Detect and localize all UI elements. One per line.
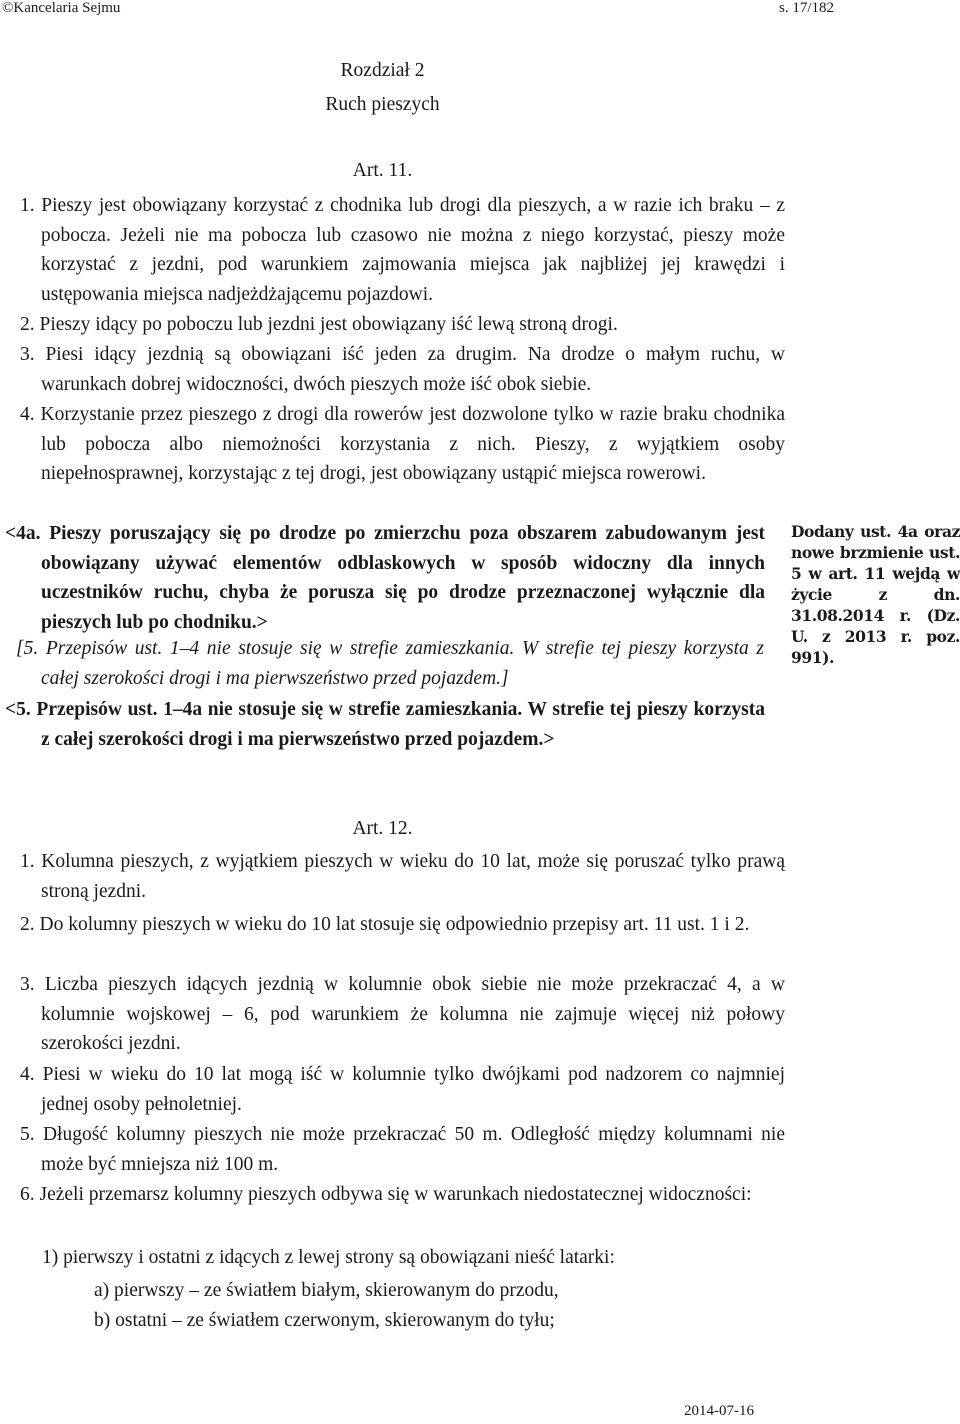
art11-p5old-text: Przepisów ust. 1–4 nie stosuje się w strefie zamieszkania. W strefie tej pieszy korzysta z całej szerokości drogi i ma pierwszeństwo przed pojazdem.] [41,638,764,689]
footer-date: 2014-07-16 [684,1403,754,1419]
art12-paragraph-1 [20,847,785,906]
art11-p4a-number: <4a. [5,523,41,544]
art12-paragraph-4 [20,1060,785,1119]
article-11-heading: Art. 11. [352,160,413,181]
art11-paragraph-3 [20,340,785,399]
art12-p2-text: Do kolumny pieszych w wieku do 10 lat stosuje się odpowiednio przepisy art. 11 ust. 1 i 2. [39,914,750,935]
art12-paragraph-3 [20,970,785,1059]
art12-p4-text: Piesi w wieku do 10 lat mogą iść w kolumnie tylko dwójkami pod nadzorem co najmniej jednej osoby pełnoletniej. [41,1064,786,1115]
art11-paragraph-5-new [5,695,765,754]
art12-p1-text: Kolumna pieszych, z wyjątkiem pieszych w wieku do 10 lat, może się poruszać tylko prawą stroną jezdni. [41,851,786,902]
art12-p6-text: Jeżeli przemarsz kolumny pieszych odbywa się w warunkach niedostatecznej widoczności: [39,1184,752,1205]
art12-p3-text: Liczba pieszych idących jezdnią w kolumnie obok siebie nie może przekraczać 4, a w kolumnie wojskowej – 6, pod warunkiem że kolumna nie zajmuje więcej niż połowy szerokości jezdni. [41,974,785,1054]
art12-p2-number: 2. [20,914,35,935]
art12-paragraph-2 [20,910,785,940]
art11-p3-number: 3. [20,344,35,365]
art12-paragraph-5 [20,1120,785,1179]
art12-paragraph-6 [20,1180,785,1210]
art12-p1-number: 1. [20,851,35,872]
margin-note: Dodany ust. 4a oraz nowe brzmienie ust. 5 w art. 11 wejdą w życie z dn. 31.08.2014 r. (Dz. U. z 2013 r. poz. 991). [791,522,960,667]
art12-p6-number: 6. [20,1184,35,1205]
art12-p6-point-1b: b) ostatni – ze światłem czerwonym, skierowanym do tyłu; [94,1310,555,1331]
art11-p2-number: 2. [20,314,35,335]
article-12-heading: Art. 12. [352,818,413,839]
chapter-subtitle: Ruch pieszych [325,94,440,115]
art12-p6-point-1a: a) pierwszy – ze światłem białym, skierowanym do przodu, [94,1280,559,1301]
art11-p5new-number: <5. [5,699,31,720]
art11-p1-text: Pieszy jest obowiązany korzystać z chodnika lub drogi dla pieszych, a w razie ich braku – z pobocza. Jeżeli nie ma pobocza lub czasowo nie można z niego korzystać, pieszy może korzystać z jezdni, pod warunkiem zajmowania miejsca jak najbliżej jej krawędzi i ustępowania miejsca nadjeżdżającemu pojazdowi. [41,195,785,305]
art11-paragraph-4a [5,519,765,637]
art11-p5new-text: Przepisów ust. 1–4a nie stosuje się w strefie zamieszkania. W strefie tej pieszy korzysta z całej szerokości drogi i ma pierwszeństwo przed pojazdem.> [36,699,766,750]
art12-p3-number: 3. [20,974,35,995]
art11-p3-text: Piesi idący jezdnią są obowiązani iść jeden za drugim. Na drodze o małym ruchu, w warunkach dobrej widoczności, dwóch pieszych może iść obok siebie. [41,344,785,395]
art11-paragraph-1 [20,191,785,309]
art11-paragraph-5-old [16,634,764,693]
art11-p2-text: Pieszy idący po poboczu lub jezdni jest obowiązany iść lewą stroną drogi. [39,314,618,335]
art11-p5old-number: [5. [16,638,39,659]
art12-p6-point-1: 1) pierwszy i ostatni z idących z lewej strony są obowiązani nieść latarki: [42,1247,615,1268]
art11-p1-number: 1. [20,195,35,216]
art11-p4-number: 4. [20,404,35,425]
art11-p4-text: Korzystanie przez pieszego z drogi dla rowerów jest dozwolone tylko w razie braku chodnika lub pobocza albo niemożności korzystania z nich. Pieszy, z wyjątkiem osoby niepełnosprawnej, korzystając z tej drogi, jest obowiązany ustąpić miejsca rowerowi. [40,404,785,484]
header-source-link[interactable]: ©Kancelaria Sejmu [2,0,121,16]
art11-paragraph-4 [20,400,785,489]
art12-p5-text: Długość kolumny pieszych nie może przekraczać 50 m. Odległość między kolumnami nie może być mniejsza niż 100 m. [41,1124,786,1175]
art11-p4a-text: Pieszy poruszający się po drodze po zmierzchu poza obszarem zabudowanym jest obowiązany używać elementów odblaskowych w sposób widoczny dla innych uczestników ruchu, chyba że porusza się po drodze przeznaczonej wyłącznie dla pieszych lub po chodniku.> [41,523,765,633]
art11-paragraph-2 [20,310,785,340]
chapter-title: Rozdział 2 [340,60,425,81]
art12-p4-number: 4. [20,1064,35,1085]
header-page-number: s. 17/182 [779,0,835,16]
art12-p5-number: 5. [20,1124,35,1145]
